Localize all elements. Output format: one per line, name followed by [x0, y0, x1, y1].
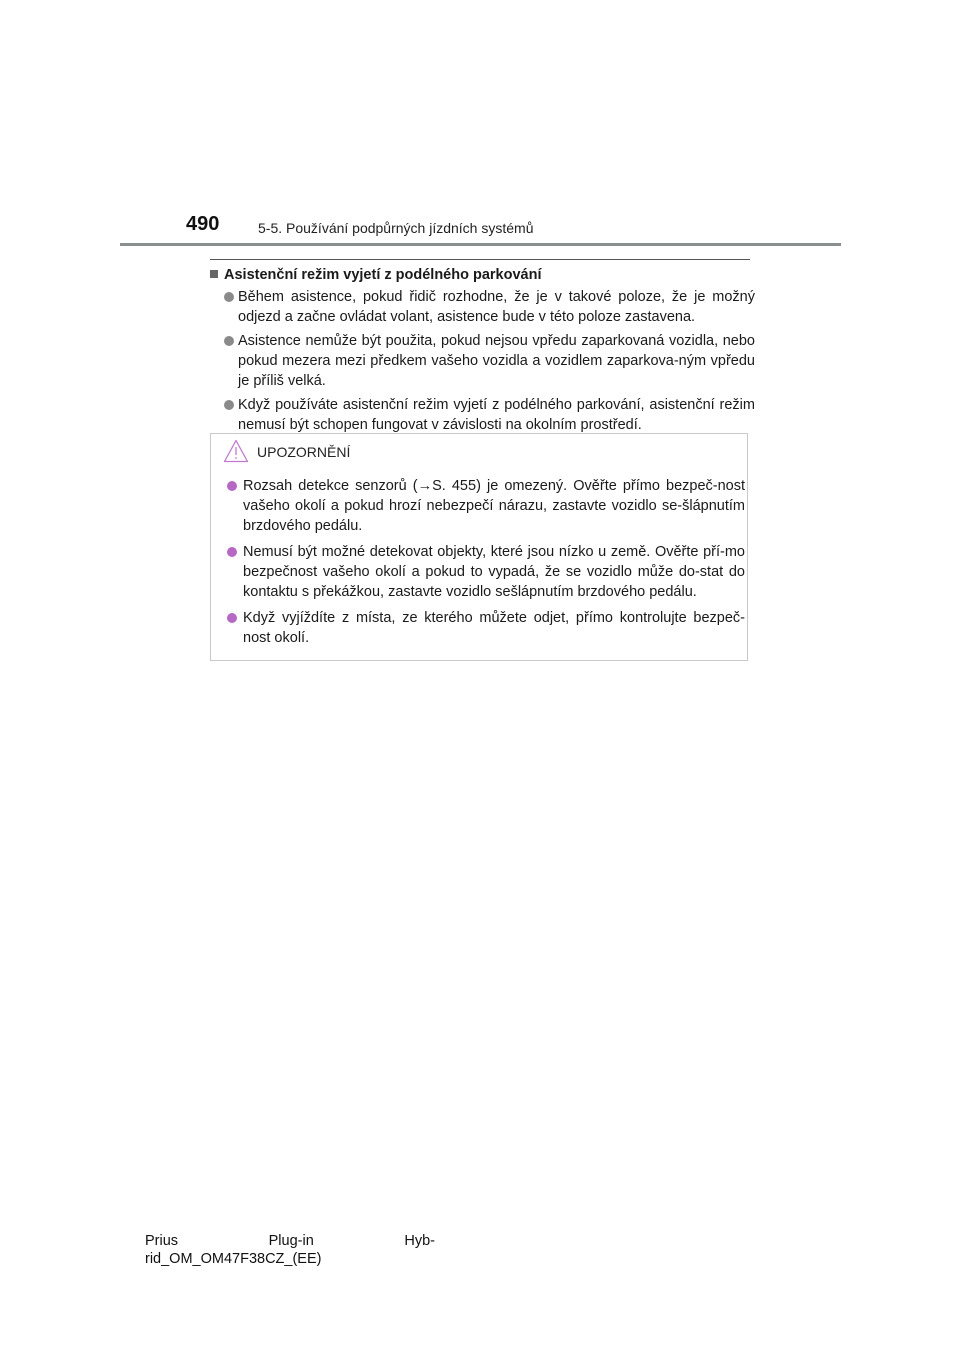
bullet-dot-icon	[227, 547, 237, 557]
list-item-text: Když vyjíždíte z místa, ze kterého můžete odjet, přímo kontrolujte bezpeč-nost okolí.	[243, 610, 745, 646]
list-item	[210, 331, 755, 391]
footer-word: Hyb-	[404, 1233, 435, 1249]
footer	[145, 1232, 435, 1268]
list-item	[210, 287, 755, 327]
footer-line-2: rid_OM_OM47F38CZ_(EE)	[145, 1251, 322, 1267]
caution-title: UPOZORNĚNÍ	[257, 444, 351, 460]
warning-triangle-icon	[223, 439, 249, 463]
subsection-title: Asistenční režim vyjetí z podélného parkování	[224, 267, 542, 283]
bullet-dot-icon	[224, 292, 234, 302]
footer-word: Prius	[145, 1233, 179, 1249]
list-item	[210, 395, 755, 435]
list-item	[225, 542, 745, 602]
footer-line-1	[145, 1232, 435, 1250]
caution-box	[210, 433, 748, 661]
list-item-text: Během asistence, pokud řidič rozhodne, že je v takové poloze, že je možný odjezd a začne ovládat volant, asistence bude v této poloze zastavena.	[238, 289, 755, 325]
footer-word: Plug-in	[268, 1233, 314, 1249]
list-item-text: Když používáte asistenční režim vyjetí z podélného parkování, asistenční režim nemusí být schopen fungovat v závislosti na okolním prostředí.	[238, 397, 755, 433]
bullet-dot-icon	[224, 400, 234, 410]
caution-header	[223, 439, 350, 463]
page-number: 490	[186, 213, 220, 235]
content-rule	[210, 259, 750, 260]
list-item	[225, 608, 745, 648]
section-header: 5-5. Používání podpůrných jízdních systémů	[258, 220, 534, 236]
subsection-heading	[210, 265, 755, 285]
bullet-dot-icon	[224, 336, 234, 346]
list-item-text: Rozsah detekce senzorů (→S. 455) je omezený. Ověřte přímo bezpeč-nost vašeho okolí a pokud hrozí nebezpečí nárazu, zastavte vozidlo se-šlápnutím brzdového pedálu.	[243, 478, 745, 534]
header-rule	[120, 243, 841, 246]
list-item-text: Asistence nemůže být použita, pokud nejsou vpředu zaparkovaná vozidla, nebo pokud mezera mezi předkem vašeho vozidla a vozidlem zaparkova-ným vpředu je příliš velká.	[238, 333, 755, 389]
bullet-dot-icon	[227, 481, 237, 491]
list-item-text: Nemusí být možné detekovat objekty, které jsou nízko u země. Ověřte pří-mo bezpečnost vašeho okolí a pokud to vypadá, že se vozidlo může do-stat do kontaktu s překážkou, zastavte vozidlo sešlápnutím brzdového pedálu.	[243, 544, 745, 600]
bullet-dot-icon	[227, 613, 237, 623]
subsection	[210, 265, 755, 439]
square-bullet-icon	[210, 270, 218, 278]
list-item	[225, 476, 745, 536]
caution-list	[225, 476, 745, 654]
